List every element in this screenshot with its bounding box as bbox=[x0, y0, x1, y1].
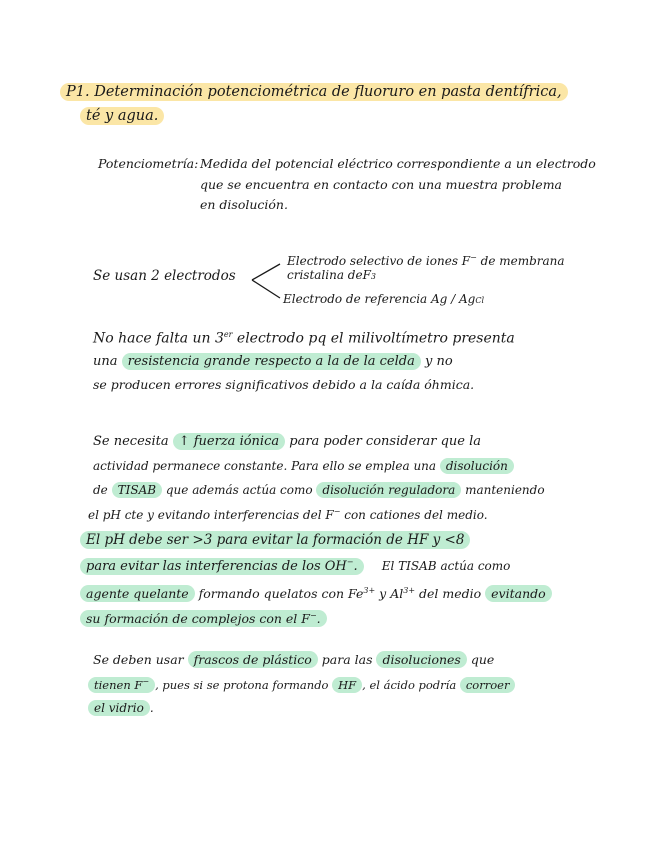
electrode-first: Electrodo selectivo de iones F− de membrana bbox=[287, 253, 565, 268]
ionic-line-3: de TISAB que además actúa como disolución reguladora manteniendo bbox=[93, 483, 545, 497]
highlight-fuerza-ionica: ↑ fuerza iónica bbox=[173, 433, 285, 450]
highlight-evitando: evitando bbox=[485, 585, 552, 602]
highlight-vidrio: el vidrio bbox=[88, 700, 150, 716]
highlight-complejos: su formación de complejos con el F−. bbox=[80, 610, 327, 627]
third-electrode-line-3: se producen errores significativos debido a la caída óhmica. bbox=[93, 377, 475, 392]
highlight-ph: El pH debe ser >3 para evitar la formación de HF y <8 bbox=[80, 531, 470, 549]
highlight-reguladora: disolución reguladora bbox=[316, 482, 461, 498]
third-electrode-line-1: No hace falta un 3er electrodo pq el milivoltímetro presenta bbox=[93, 330, 515, 347]
highlight-corroer: corroer bbox=[460, 677, 516, 693]
plastic-line-1: Se deben usar frascos de plástico para las disoluciones que bbox=[93, 652, 495, 667]
highlight-interferencias: para evitar las interferencias de los OH−. bbox=[80, 558, 364, 575]
highlight-tienen-f: tienen F− bbox=[88, 677, 155, 693]
definition-line-1: Medida del potencial eléctrico correspondiente a un electrodo bbox=[200, 156, 596, 171]
definition-line-3: en disolución. bbox=[200, 197, 288, 212]
highlight-frascos: frascos de plástico bbox=[188, 651, 318, 668]
highlight-resistencia: resistencia grande respecto a la de la celda bbox=[122, 353, 421, 370]
highlight-agente-quelante: agente quelante bbox=[80, 585, 195, 602]
ionic-line-8 bbox=[80, 611, 327, 626]
highlight-tisab: TISAB bbox=[112, 482, 162, 498]
ionic-line-4: el pH cte y evitando interferencias del F− con cationes del medio. bbox=[88, 507, 488, 522]
bracket-icon bbox=[250, 258, 284, 302]
definition-term: Potenciometría: bbox=[98, 156, 199, 171]
highlight-hf: HF bbox=[332, 677, 362, 693]
third-electrode-line-2: una resistencia grande respecto a la de la celda y no bbox=[93, 354, 453, 369]
title-line-2 bbox=[80, 108, 164, 124]
plastic-line-2: tienen F− , pues si se protona formando HF , el ácido podría corroer bbox=[88, 677, 515, 692]
ionic-line-1: Se necesita ↑ fuerza iónica para poder considerar que la bbox=[93, 434, 482, 449]
highlight-disolucion: disolución bbox=[440, 458, 514, 474]
ionic-line-7: agente quelante formando quelatos con $Fe^{3+}$ y $Al^{3+}$ del medio evitando bbox=[80, 586, 552, 601]
electrode-first-line-2: cristalina deF3 bbox=[287, 268, 377, 282]
definition-line-2: que se encuentra en contacto con una muestra problema bbox=[200, 177, 562, 192]
ionic-line-2: actividad permanece constante. Para ello se emplea una disolución bbox=[93, 459, 514, 473]
electrode-second: Electrodo de referencia Ag / AgCl bbox=[283, 292, 485, 306]
title-highlight: P1. Determinación potenciométrica de fluoruro en pasta dentífrica, bbox=[60, 83, 568, 101]
highlight-disoluciones: disoluciones bbox=[376, 651, 466, 668]
electrodes-lead: Se usan 2 electrodos bbox=[93, 268, 236, 284]
plastic-line-3: el vidrio . bbox=[88, 701, 154, 715]
ionic-line-6: para evitar las interferencias de los OH−. El TISAB actúa como bbox=[80, 558, 510, 574]
title-line-1 bbox=[60, 84, 568, 100]
ionic-line-5 bbox=[80, 532, 470, 548]
title-highlight-2: té y agua. bbox=[80, 107, 164, 125]
